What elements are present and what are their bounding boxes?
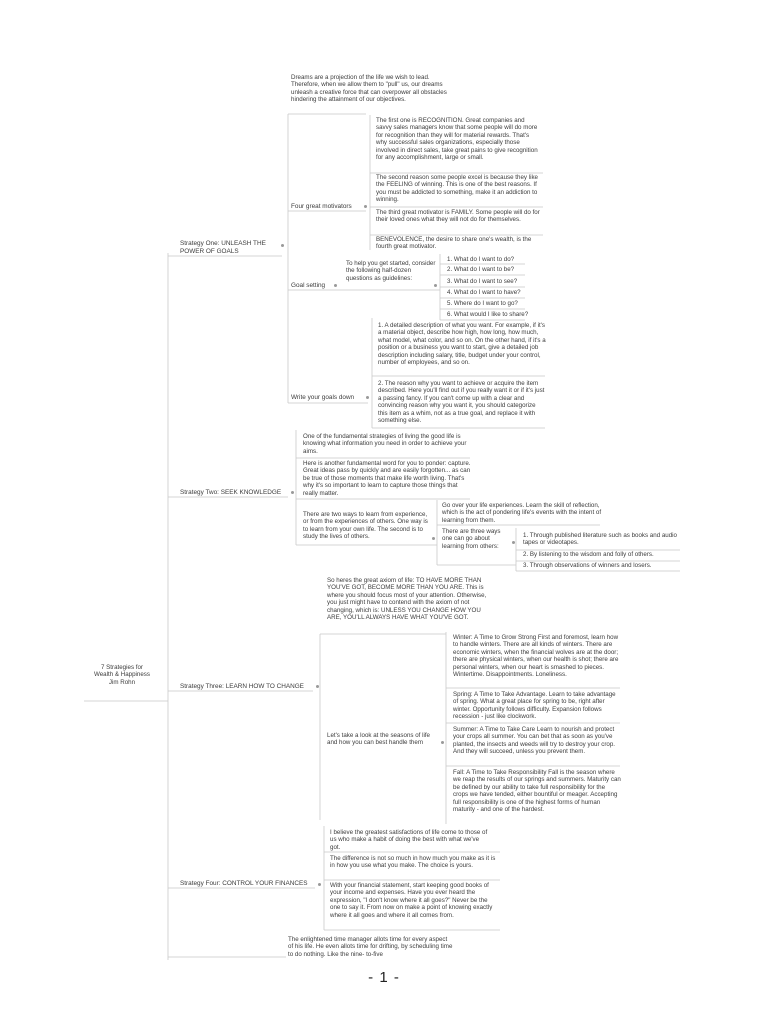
time-manager-node: The enlightened time manager allots time for every aspect of his life. He even allots time for drifting, by scheduling time to do nothing. Like the nine- to-five: [288, 936, 453, 958]
season-summer: Summer: A Time to Take Care Learn to nourish and protect your crops all summer. You can bet that as soon as you've planted, the insects and weeds will try to destroy your crop. And they will succeed, unless you prevent them.: [453, 726, 615, 756]
strategy-three-expand-dot[interactable]: [316, 685, 319, 688]
season-winter: Winter: A Time to Grow Strong First and foremost, learn how to handle winters. There are all kinds of winters. There are economic winters, when the financial wolves are at the door; there are physical winters, when our health is shot; there are personal winters, when our heart is smashed to pieces. Wintertime. Disappointments. Loneliness.: [453, 634, 619, 679]
write-goals-label: Write your goals down: [291, 394, 355, 401]
dreams-intro-node: Dreams are a projection of the life we wish to lead. Therefore, when we allow them to "pull" us, our dreams unleash a creative force that can overpower all obstacles hindering the attainment of our objectives.: [291, 74, 447, 104]
reflection-node: Go over your life experiences. Learn the skill of reflection, which is the act of pondering life's events with the intent of learning from them.: [442, 502, 602, 524]
page-number: - 1 -: [368, 969, 400, 986]
experience-expand-dot[interactable]: [432, 537, 435, 540]
guidelines-expand-dot[interactable]: [434, 284, 437, 287]
season-fall: Fall: A Time to Take Responsibility Fall is the season where we reap the results of our springs and summers. Maturity can be defined by our ability to take full responsibility for the crops we have tended, either bountiful or meager. Accepting full responsibility is one of the highest forms of human maturity - and one of the hardest.: [453, 769, 621, 814]
goal-setting-guidelines: To help you get started, consider the following half-dozen questions as guidelines:: [346, 260, 436, 282]
learn-literature: 1. Through published literature such as books and audio tapes or videotapes.: [523, 532, 677, 547]
strategy-one-branch: Strategy One: UNLEASH THE POWER OF GOALS: [180, 240, 266, 255]
change-axiom: So heres the great axiom of life: TO HAVE MORE THAN YOU'VE GOT, BECOME MORE THAN YOU ARE. This is where you should focus most of your attention. Otherwise, you just might have to contend with the axiom of not changing, which is: UNLESS YOU CHANGE HOW YOU ARE, YOU'LL ALWAYS HAVE WHAT YOU'VE GOT.: [327, 577, 487, 622]
root-author: Jim Rohn: [108, 678, 136, 686]
motivators-label: Four great motivators: [291, 203, 352, 210]
write-goal-description: 1. A detailed description of what you want. For example, if it's a material object, describe how high, how long, how much, what model, what color, and so on. On the other hand, if it's a position or a business you want to start, give a detailed job description including salary, title, budget under your control, number of employees, and so on.: [378, 322, 546, 367]
root-title-line2: Wealth & Happiness: [94, 671, 150, 679]
learn-from-experience: There are two ways to learn from experience, or from the experiences of others. One way is to learn from your own life. The second is to study the lives of others.: [303, 511, 428, 541]
motivators-expand-dot[interactable]: [364, 205, 367, 208]
question-4: 4. What do I want to have?: [447, 289, 521, 296]
motivator-recognition: The first one is RECOGNITION. Great companies and savvy sales managers know that some people will do more for recognition than they will for material rewards. That's why successful sales organizations, especially those involved in direct sales, take great pains to give recognition for any accomplishment, large or small.: [376, 117, 538, 162]
strategy-two-branch: Strategy Two: SEEK KNOWLEDGE: [180, 489, 282, 496]
learn-observation: 3. Through observations of winners and losers.: [523, 562, 652, 569]
three-ways-expand-dot[interactable]: [512, 541, 515, 544]
strategy-four-branch: Strategy Four: CONTROL YOUR FINANCES: [180, 880, 308, 887]
motivator-family: The third great motivator is FAMILY. Some people will do for their loved ones what they will not do for themselves.: [376, 209, 540, 224]
question-5: 5. Where do I want to go?: [447, 300, 518, 307]
question-6: 6. What would I like to share?: [447, 311, 529, 318]
write-goals-expand-dot[interactable]: [366, 396, 369, 399]
motivator-benevolence: BENEVOLENCE, the desire to share one's wealth, is the fourth great motivator.: [376, 236, 532, 251]
learn-listening: 2. By listening to the wisdom and folly of others.: [523, 551, 654, 558]
season-spring: Spring: A Time to Take Advantage. Learn to take advantage of spring. What a great place for spring to be, right after winter. Opportunity follows difficulty. Expansion follows recession - just like clockwork.: [453, 691, 616, 721]
root-title-line1: 7 Strategies for: [101, 664, 143, 671]
goal-setting-label: Goal setting: [291, 282, 326, 289]
finance-difference: The difference is not so much in how much you make as it is in how you use what you make. The choice is yours.: [330, 855, 496, 870]
question-1: 1. What do I want to do?: [447, 256, 515, 263]
seasons-expand-dot[interactable]: [441, 741, 444, 744]
question-3: 3. What do I want to see?: [447, 278, 518, 285]
goal-setting-expand-dot[interactable]: [334, 284, 337, 287]
question-2: 2. What do I want to be?: [447, 266, 515, 273]
finance-books: With your financial statement, start keeping good books of your income and expenses. Have you ever heard the expression, "I don't know where it all goes?" Never be the one to say it. From now on make a point of knowing exactly where it all goes and where it all comes from.: [330, 882, 493, 919]
knowledge-fundamental: One of the fundamental strategies of living the good life is knowing what information you need in order to achieve your aims.: [303, 433, 467, 455]
seasons-label: Let's take a look at the seasons of life and how you can best handle them: [327, 732, 430, 747]
three-ways-node: There are three ways one can go about learning from others:: [442, 528, 501, 550]
strategy-three-branch: Strategy Three: LEARN HOW TO CHANGE: [180, 683, 304, 690]
strategy-one-expand-dot[interactable]: [281, 244, 284, 247]
motivator-winning: The second reason some people excel is because they like the FEELING of winning. This is one of the best reasons. If you must be addicted to something, make it an addiction to winning.: [376, 174, 539, 204]
finance-satisfaction: I believe the greatest satisfactions of life come to those of us who make a habit of doing the best with what we've got.: [330, 829, 488, 851]
root-node: [80, 664, 164, 686]
knowledge-capture: Here is another fundamental word for you to ponder: capture. Great ideas pass by quickly and are easily forgotten... as can be true of those moments that make life worth living. That's why it's so important to learn to capture those things that really matter.: [303, 460, 471, 497]
write-goal-reason: 2. The reason why you want to achieve or acquire the item described. Here you'll find out if you really want it or if it's just a passing fancy. If you can't come up with a clear and convincing reason why you want it, you should categorize this item as a whim, not as a true goal, and replace it with something else.: [378, 380, 545, 425]
strategy-two-expand-dot[interactable]: [291, 491, 294, 494]
strategy-four-expand-dot[interactable]: [318, 883, 321, 886]
